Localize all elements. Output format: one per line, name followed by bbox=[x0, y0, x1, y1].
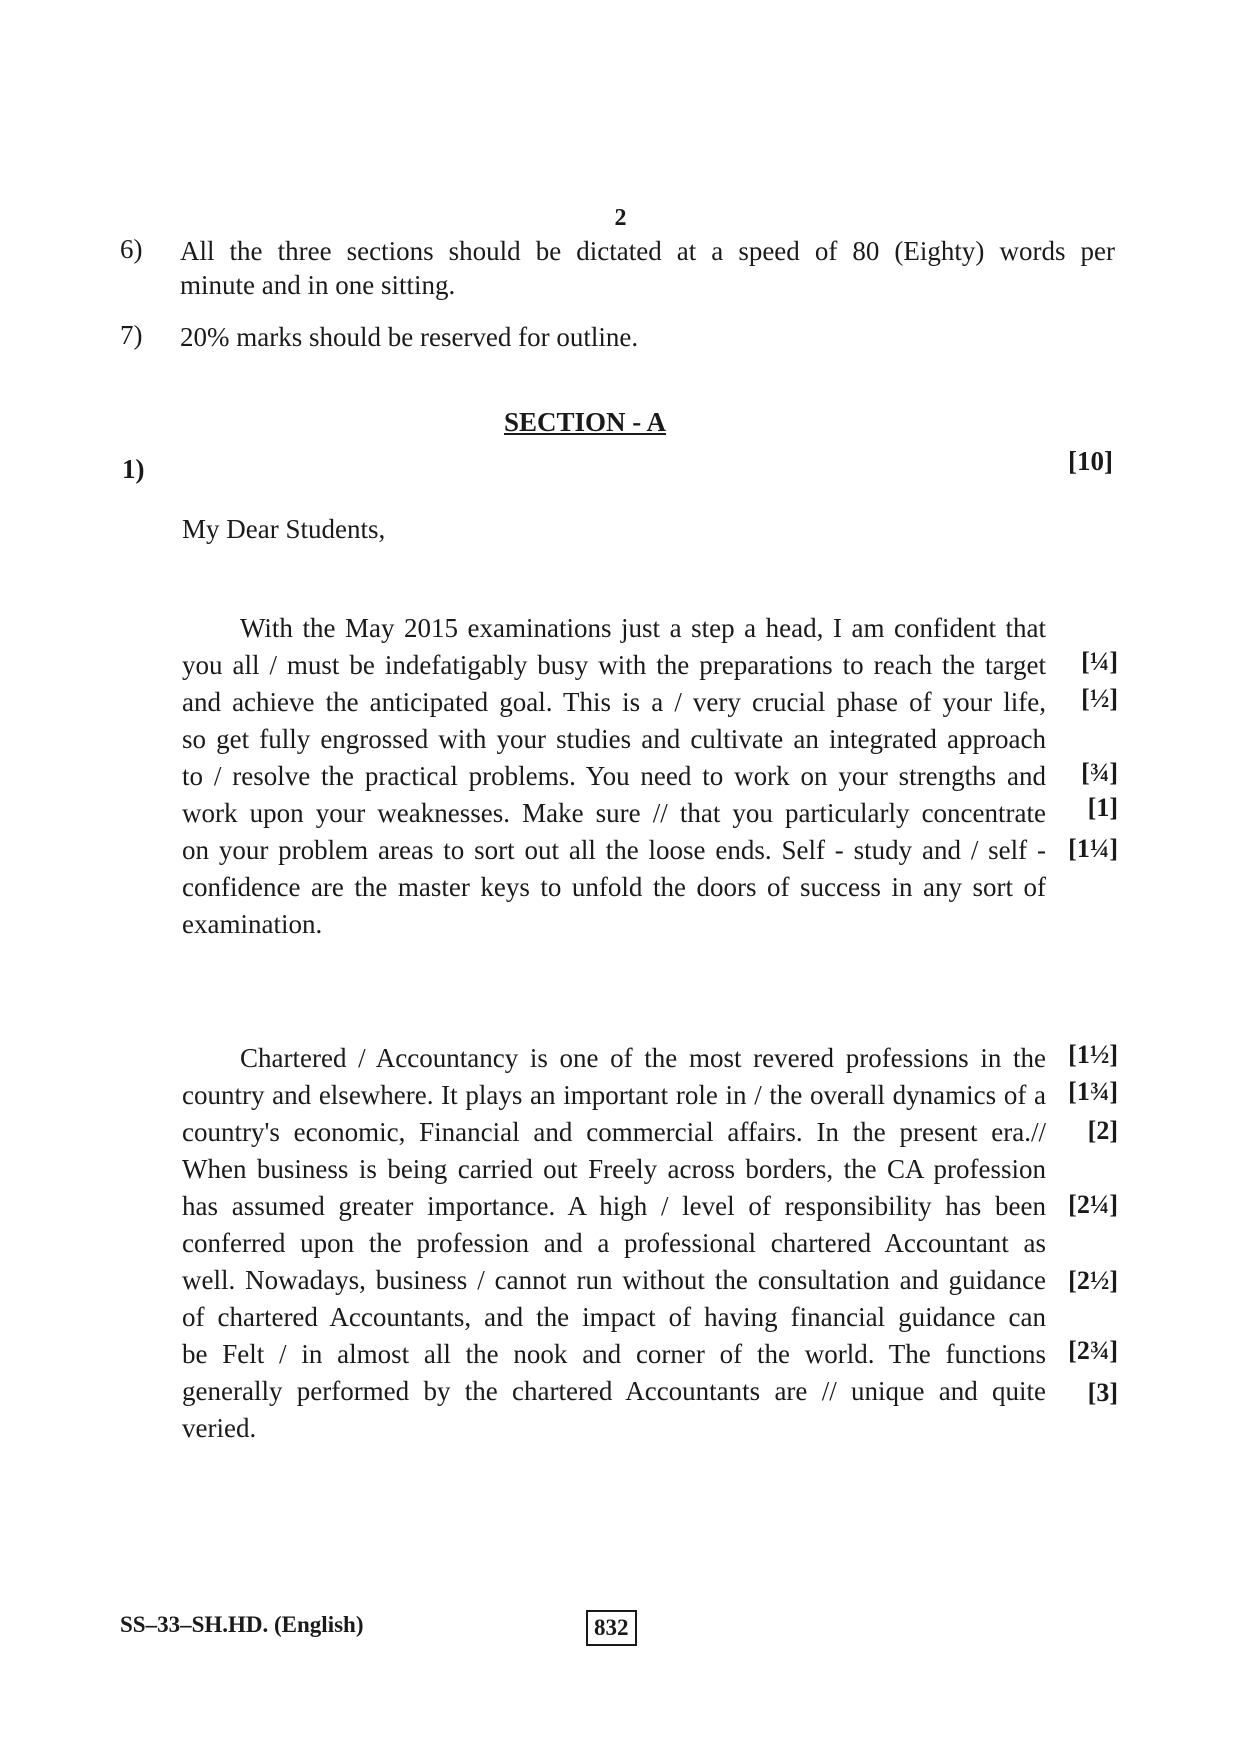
paragraph1-line: confidence are the master keys to unfold the doors of success in any sort of bbox=[182, 872, 1046, 902]
marker: [2] bbox=[1087, 1116, 1118, 1145]
marker: [1] bbox=[1087, 793, 1118, 822]
marker: [¾] bbox=[1081, 758, 1118, 787]
paragraph2-line: country and elsewhere. It plays an important role in / the overall dynamics of a bbox=[182, 1080, 1046, 1110]
question-marks: [10] bbox=[1068, 446, 1113, 476]
marker: [2¾] bbox=[1068, 1336, 1118, 1365]
question-number: 1) bbox=[122, 454, 145, 484]
paragraph1-line: work upon your weaknesses. Make sure // that you particularly concentrate bbox=[182, 798, 1046, 828]
instruction-text-line: 20% marks should be reserved for outline. bbox=[180, 322, 639, 352]
marker: [2¼] bbox=[1068, 1190, 1118, 1219]
page-number: 2 bbox=[614, 205, 627, 231]
paragraph2-line: veried. bbox=[182, 1413, 257, 1443]
marker: [1¾] bbox=[1068, 1077, 1118, 1106]
instruction-number: 6) bbox=[120, 234, 143, 264]
paragraph2-line: has assumed greater importance. A high / level of responsibility has been bbox=[182, 1191, 1046, 1221]
footer-page-box: 832 bbox=[586, 1610, 637, 1646]
salutation: My Dear Students, bbox=[182, 514, 386, 544]
paragraph1-line: you all / must be indefatigably busy with the preparations to reach the target bbox=[182, 650, 1046, 680]
paragraph2-line: When business is being carried out Freely across borders, the CA profession bbox=[182, 1154, 1046, 1184]
marker: [1½] bbox=[1068, 1040, 1118, 1069]
instruction-number: 7) bbox=[120, 320, 143, 350]
paragraph1-line: so get fully engrossed with your studies and cultivate an integrated approach bbox=[182, 724, 1046, 754]
marker: [1¼] bbox=[1068, 834, 1118, 863]
marker: [2½] bbox=[1068, 1266, 1118, 1295]
paragraph2-line: of chartered Accountants, and the impact of having financial guidance can bbox=[182, 1302, 1046, 1332]
paragraph2-line: country's economic, Financial and commercial affairs. In the present era.// bbox=[182, 1117, 1046, 1147]
paragraph2-line: conferred upon the profession and a professional chartered Accountant as bbox=[182, 1228, 1046, 1258]
paragraph1-line: on your problem areas to sort out all the loose ends. Self - study and / self - bbox=[182, 835, 1046, 865]
marker: [3] bbox=[1087, 1378, 1118, 1407]
paragraph1-line: and achieve the anticipated goal. This is a / very crucial phase of your life, bbox=[182, 687, 1046, 717]
marker: [¼] bbox=[1081, 647, 1118, 676]
section-title: SECTION - A bbox=[503, 407, 667, 437]
marker: [½] bbox=[1081, 684, 1118, 713]
paragraph2-line: generally performed by the chartered Accountants are // unique and quite bbox=[182, 1376, 1046, 1406]
paragraph2-line: well. Nowadays, business / cannot run without the consultation and guidance bbox=[182, 1265, 1046, 1295]
footer-code: SS–33–SH.HD. (English) bbox=[120, 1612, 364, 1637]
instruction-text-line: All the three sections should be dictated at a speed of 80 (Eighty) words per bbox=[180, 236, 1115, 266]
paragraph1-line: examination. bbox=[182, 909, 323, 939]
paragraph1-line: to / resolve the practical problems. You need to work on your strengths and bbox=[182, 761, 1046, 791]
paragraph2-line: Chartered / Accountancy is one of the most revered professions in the bbox=[240, 1043, 1046, 1073]
paragraph1-line: With the May 2015 examinations just a step a head, I am confident that bbox=[240, 613, 1046, 643]
paragraph2-line: be Felt / in almost all the nook and corner of the world. The functions bbox=[182, 1339, 1046, 1369]
instruction-text-line: minute and in one sitting. bbox=[180, 270, 456, 300]
